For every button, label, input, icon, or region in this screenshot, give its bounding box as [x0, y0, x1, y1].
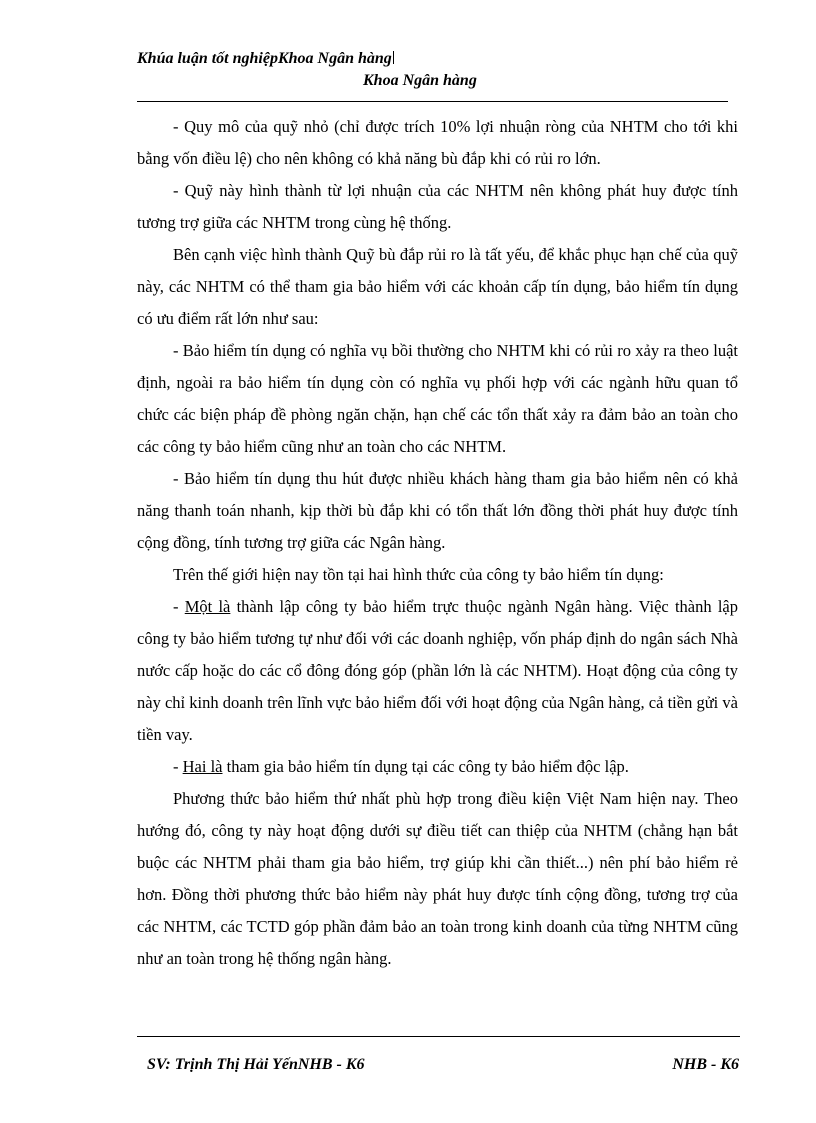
option-label: Hai là [182, 757, 223, 776]
header-subtitle: Khoa Ngân hàng [363, 72, 477, 89]
footer-author: SV: Trịnh Thị Hải YếnNHB - K6 [147, 1056, 365, 1073]
option-two-paragraph [137, 751, 738, 783]
paragraph: - Quy mô của quỹ nhỏ (chỉ được trích 10% lợi nhuận ròng của NHTM cho tới khi bằng vốn điều lệ) cho nên không có khả năng bù đắp khi có rủi ro lớn. [137, 117, 738, 168]
paragraph: - Bảo hiểm tín dụng thu hút được nhiều khách hàng tham gia bảo hiểm nên có khả năng thanh toán nhanh, kịp thời bù đắp khi có tổn thất lớn đồng thời phát huy được tính cộng đồng, tính tương trợ giữa các Ngân hàng. [137, 469, 738, 552]
option-prefix: - [173, 757, 183, 776]
footer-rule [137, 1036, 740, 1037]
option-label: Một là [184, 597, 231, 616]
paragraph: Trên thế giới hiện nay tồn tại hai hình thức của công ty bảo hiểm tín dụng: [173, 565, 664, 584]
paragraph: Bên cạnh việc hình thành Quỹ bù đắp rủi ro là tất yếu, để khắc phục hạn chế của quỹ này, các NHTM có thể tham gia bảo hiểm với các khoản cấp tín dụng, bảo hiểm tín dụng có ưu điểm rất lớn như sau: [137, 245, 738, 328]
paragraph: - Quỹ này hình thành từ lợi nhuận của các NHTM nên không phát huy được tính tương trợ giữa các NHTM trong cùng hệ thống. [137, 181, 738, 232]
option-one-paragraph [137, 591, 738, 751]
option-prefix: - [173, 597, 185, 616]
header-rule [137, 101, 728, 102]
option-text: thành lập công ty bảo hiểm trực thuộc ngành Ngân hàng. Việc thành lập công ty bảo hiểm tương tự như đối với các doanh nghiệp, vốn pháp định do ngân sách Nhà nước cấp hoặc do các cổ đông đóng góp (phần lớn là các NHTM). Hoạt động của công ty này chỉ kinh doanh trên lĩnh vực bảo hiểm đối với hoạt động của Ngân hàng, cả tiền gửi và tiền vay. [137, 597, 738, 744]
footer-class-code: NHB - K6 [672, 1056, 739, 1073]
header-title [137, 50, 394, 68]
document-body [137, 111, 738, 975]
paragraph: - Bảo hiểm tín dụng có nghĩa vụ bồi thường cho NHTM khi có rủi ro xảy ra theo luật định, ngoài ra bảo hiểm tín dụng còn có nghĩa vụ phối hợp với các ngành hữu quan tổ chức các biện pháp đề phòng ngăn chặn, hạn chế các tổn thất xảy ra đảm bảo an toàn cho các công ty bảo hiểm cũng như an toàn cho các NHTM. [137, 341, 738, 456]
option-text: tham gia bảo hiểm tín dụng tại các công ty bảo hiểm độc lập. [222, 757, 629, 776]
header-title-text: Khúa luận tốt nghiệpKhoa Ngân hàng [137, 50, 392, 67]
paragraph: Phương thức bảo hiểm thứ nhất phù hợp trong điều kiện Việt Nam hiện nay. Theo hướng đó, công ty này hoạt động dưới sự điều tiết can thiệp của NHTM (chẳng hạn bắt buộc các NHTM phải tham gia bảo hiểm, trợ giúp khi cần thiết...) nên phí bảo hiểm rẻ hơn. Đồng thời phương thức bảo hiểm này phát huy được tính cộng đồng, tương trợ của các NHTM, các TCTD góp phần đảm bảo an toàn trong kinh doanh của từng NHTM cũng như an toàn trong hệ thống ngân hàng. [137, 789, 738, 968]
text-cursor-mark [393, 51, 394, 64]
